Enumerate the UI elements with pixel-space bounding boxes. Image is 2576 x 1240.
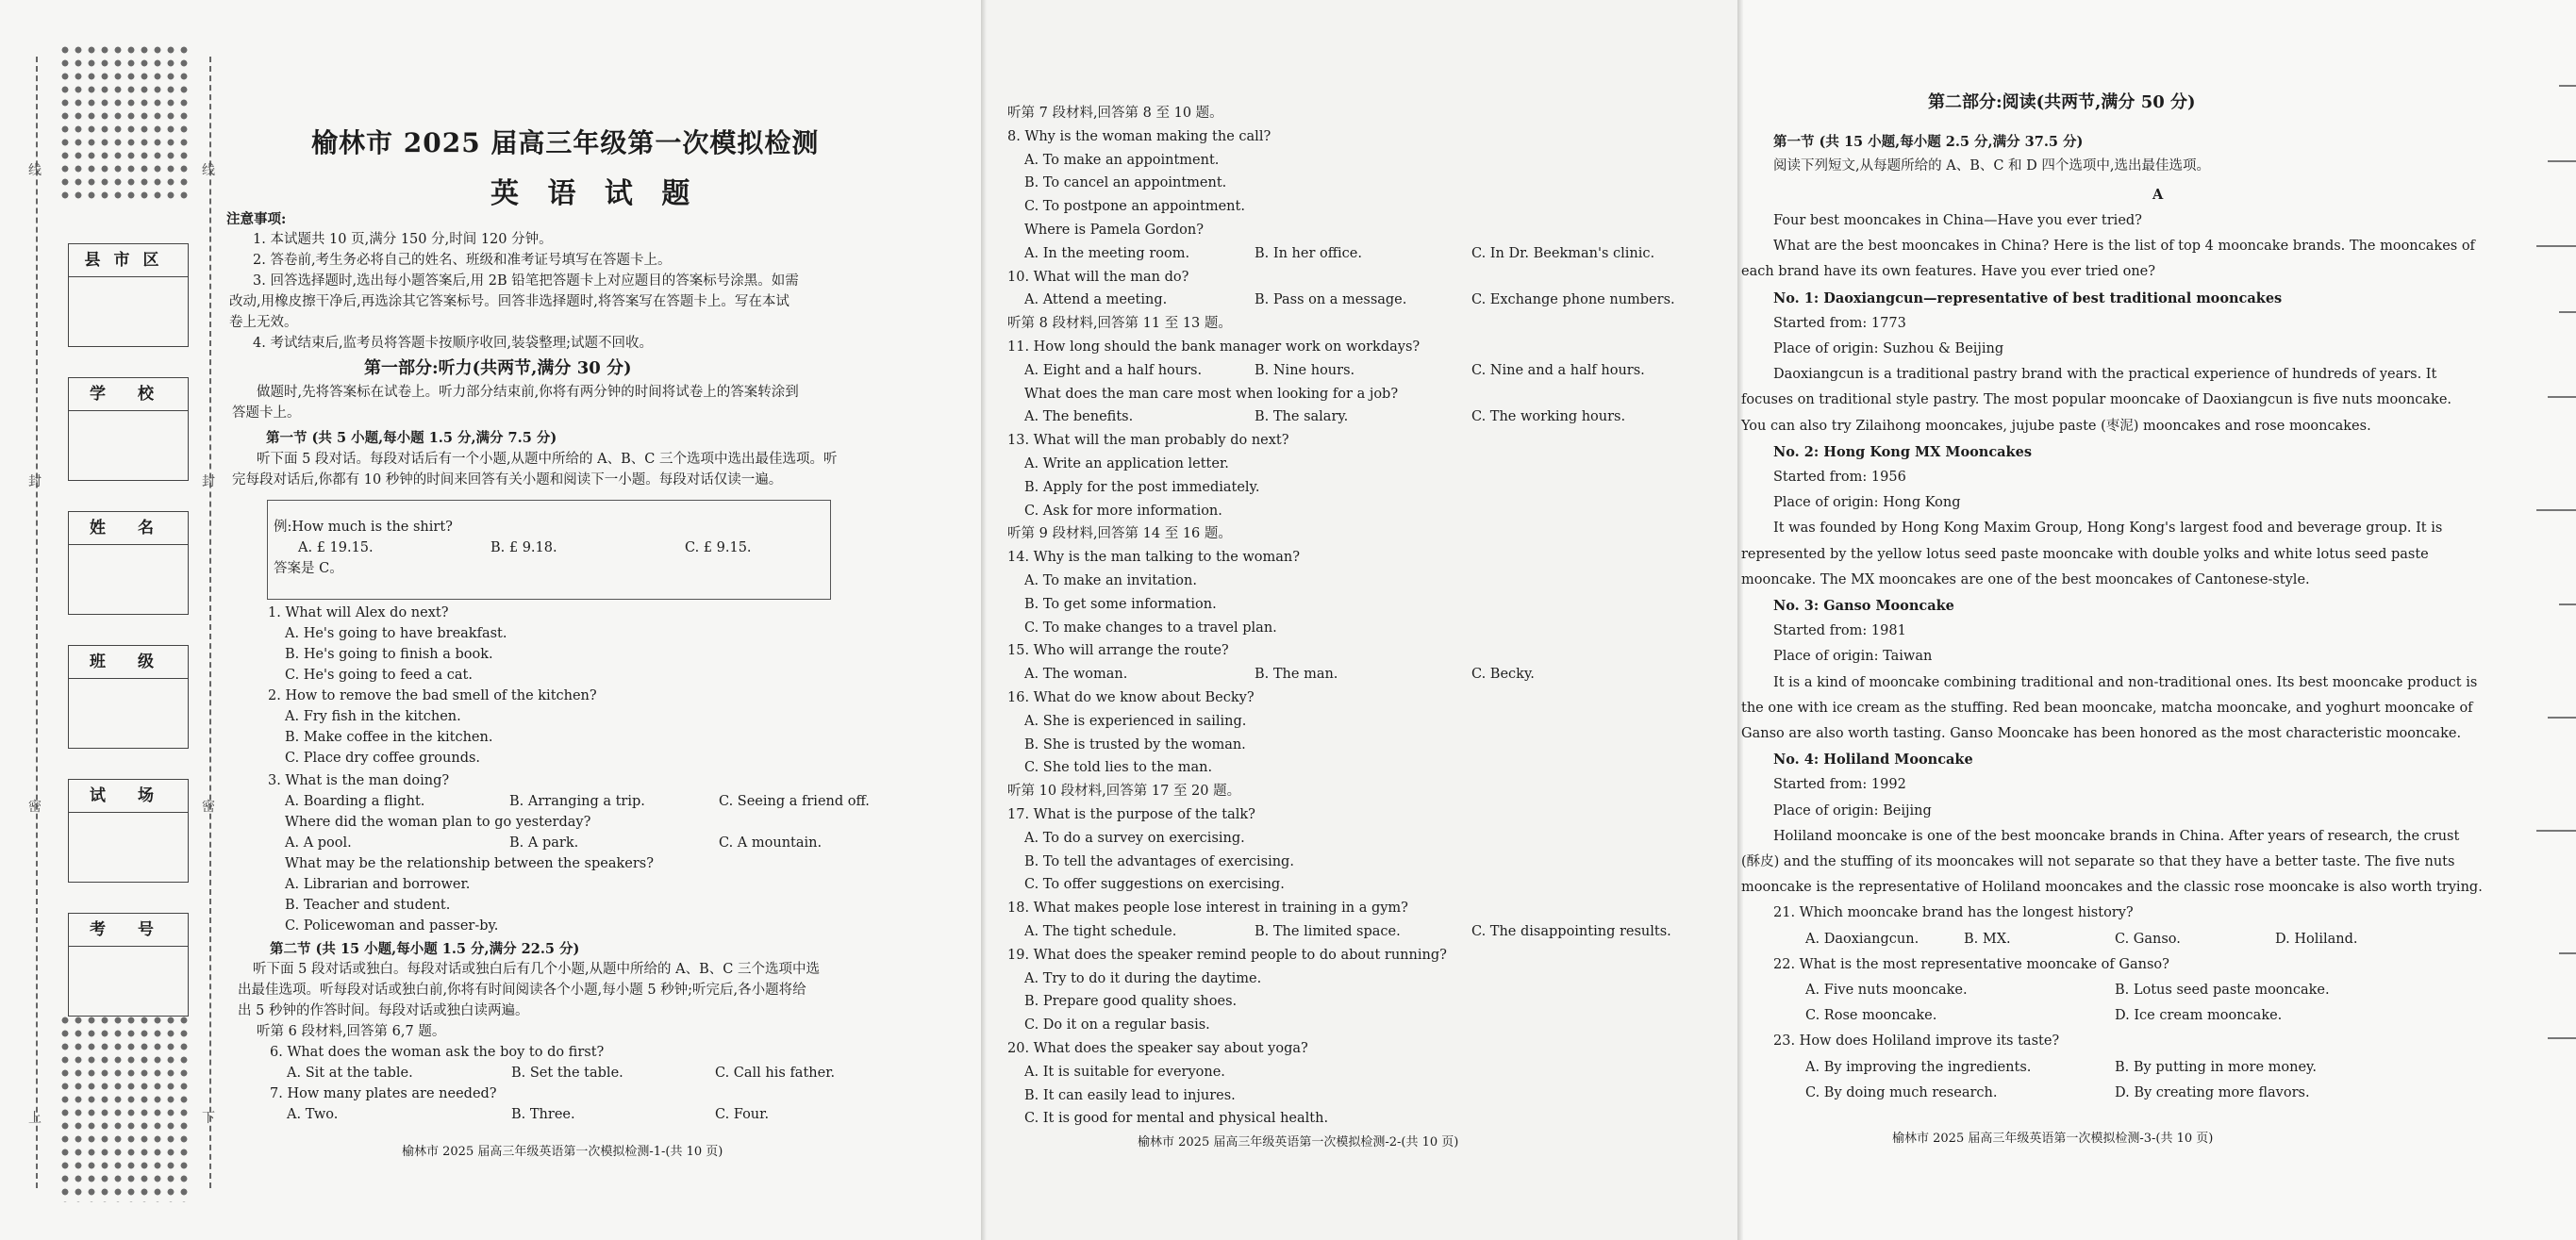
text-line: Place of origin: Hong Kong: [1773, 495, 1961, 511]
part1-heading: 第一部分:听力(共两节,满分 30 分): [364, 358, 632, 378]
text-line: Started from: 1956: [1773, 470, 1906, 485]
option: A. Sit at the table.: [287, 1066, 413, 1081]
text-line: 10. What will the man do?: [1007, 269, 1189, 285]
field-exam-room[interactable]: [68, 779, 189, 883]
section2-intro: 听第 6 段材料,回答第 6,7 题。: [257, 1024, 446, 1039]
field-label: 姓 名: [69, 512, 188, 545]
text-line: C. By doing much research.: [1805, 1084, 1998, 1100]
page-footer: 榆林市 2025 届高三年级英语第一次模拟检测-1-(共 10 页): [402, 1145, 723, 1159]
binding-label: 密: [28, 800, 42, 815]
section2-intro: 听下面 5 段对话或独白。每段对话或独白后有几个小题,从题中所给的 A、B、C 三个选项中选: [253, 962, 820, 977]
edge-tick: [2559, 603, 2576, 605]
option: C. Exchange phone numbers.: [1471, 292, 1675, 308]
text-line: 14. Why is the man talking to the woman?: [1007, 550, 1301, 566]
text-line: A. Eight and a half hours.: [1024, 362, 1203, 378]
text-line: You can also try Zilaihong mooncakes, jujube paste (枣泥) mooncakes and rose mooncakes.: [1741, 418, 2371, 434]
adjacent-page-edge: [2519, 0, 2576, 1240]
page-footer: 榆林市 2025 届高三年级英语第一次模拟检测-3-(共 10 页): [1892, 1132, 2214, 1146]
text-line: B. To cancel an appointment.: [1024, 175, 1227, 191]
text-line: A. The tight schedule.: [1024, 924, 1177, 939]
page-2: [981, 0, 1737, 1240]
section2-intro: 出 5 秒钟的作答时间。每段对话或独白读两遍。: [238, 1003, 529, 1018]
text-line: 听第 8 段材料,回答第 11 至 13 题。: [1007, 316, 1232, 332]
field-label: 县市区: [69, 244, 188, 277]
field-class[interactable]: [68, 645, 189, 749]
text-line: C. Do it on a regular basis.: [1024, 1017, 1210, 1033]
edge-tick: [2536, 245, 2576, 247]
text-line: Started from: 1773: [1773, 315, 1906, 331]
option: B. He's going to finish a book.: [285, 647, 493, 662]
text-line: A. Daoxiangcun.: [1805, 931, 1920, 947]
text-line: C. To offer suggestions on exercising.: [1024, 877, 1285, 893]
question: 6. What does the woman ask the boy to do first?: [270, 1045, 605, 1060]
option: D. Ice cream mooncake.: [2115, 1008, 2283, 1024]
binding-label: 线: [202, 163, 215, 178]
text-line: It is a kind of mooncake combining traditional and non-traditional ones. Its best mooncake product is: [1773, 674, 2478, 690]
page-fold: [1737, 0, 1743, 1240]
text-line: 20. What does the speaker say about yoga?: [1007, 1041, 1308, 1056]
exam-subtitle: 英 语 试 题: [490, 177, 700, 210]
binding-label: 封: [202, 474, 215, 489]
part1-intro: 做题时,先将答案标在试卷上。听力部分结束前,你将有两分钟的时间将试卷上的答案转涂到: [257, 385, 799, 400]
option: C. Policewoman and passer-by.: [285, 918, 499, 934]
option: B. Make coffee in the kitchen.: [285, 730, 493, 745]
text-line: A. Try to do it during the daytime.: [1024, 970, 1262, 986]
text-line: A. By improving the ingredients.: [1805, 1059, 2032, 1075]
option: C. Call his father.: [715, 1066, 836, 1081]
option: C. The working hours.: [1471, 409, 1626, 425]
note-line: 1. 本试题共 10 页,满分 150 分,时间 120 分钟。: [253, 232, 553, 247]
binding-line-right: [209, 57, 211, 1188]
section1-intro: 阅读下列短文,从每题所给的 A、B、C 和 D 四个选项中,选出最佳选项。: [1773, 158, 2210, 174]
text-line: B. It can easily lead to injures.: [1024, 1087, 1236, 1103]
text-line: Place of origin: Suzhou & Beijing: [1773, 341, 2004, 356]
section1-heading: 第一节 (共 15 小题,每小题 2.5 分,满分 37.5 分): [1773, 134, 2084, 150]
note-line: 卷上无效。: [229, 315, 298, 330]
binding-label: 上: [28, 1111, 42, 1126]
text-line: 15. Who will arrange the route?: [1007, 643, 1229, 659]
option: B. In her office.: [1255, 245, 1362, 261]
text-line: 23. How does Holiland improve its taste?: [1773, 1033, 2060, 1050]
note-line: 4. 考试结束后,监考员将答题卡按顺序收回,装袋整理;试题不回收。: [253, 336, 654, 351]
option: B. A park.: [509, 835, 579, 851]
option: B. The limited space.: [1255, 924, 1401, 939]
field-name[interactable]: [68, 511, 189, 615]
text-line: Ganso are also worth tasting. Ganso Mooncake has been honored as the most characteristic mooncake.: [1741, 726, 2462, 741]
option: A. He's going to have breakfast.: [285, 626, 507, 641]
text-line: C. Rose mooncake.: [1805, 1008, 1937, 1024]
text-line: Where is Pamela Gordon?: [1024, 223, 1204, 238]
text-line: B. Prepare good quality shoes.: [1024, 994, 1238, 1010]
binding-line-left: [36, 57, 38, 1188]
text-line: No. 1: Daoxiangcun—representative of best traditional mooncakes: [1773, 289, 2283, 306]
text-line: C. It is good for mental and physical health.: [1024, 1111, 1329, 1127]
option: C. Place dry coffee grounds.: [285, 751, 481, 766]
text-line: What are the best mooncakes in China? Here is the list of top 4 mooncake brands. The mooncakes of: [1773, 239, 2475, 255]
field-school[interactable]: [68, 377, 189, 481]
text-line: A. It is suitable for everyone.: [1024, 1064, 1225, 1080]
text-line: C. She told lies to the man.: [1024, 760, 1213, 776]
text-line: Started from: 1981: [1773, 623, 1906, 639]
page-footer: 榆林市 2025 届高三年级英语第一次模拟检测-2-(共 10 页): [1138, 1135, 1459, 1149]
field-county[interactable]: [68, 243, 189, 347]
edge-tick: [2548, 717, 2576, 719]
text-line: A. Five nuts mooncake.: [1805, 983, 1968, 998]
edge-tick: [2559, 311, 2576, 313]
text-line: No. 4: Holiland Mooncake: [1773, 752, 1973, 769]
text-line: A. The woman.: [1024, 667, 1128, 683]
text-line: No. 3: Ganso Mooncake: [1773, 598, 1954, 614]
text-line: It was founded by Hong Kong Maxim Group, Hong Kong's largest food and beverage group. It is: [1773, 521, 2443, 537]
section1-intro: 完每段对话后,你都有 10 秒钟的时间来回答有关小题和阅读下一小题。每段对话仅读一遍。: [232, 472, 783, 488]
option: D. Holiland.: [2275, 931, 2358, 947]
edge-tick: [2559, 952, 2576, 954]
text-line: each brand have its own features. Have you ever tried one?: [1741, 264, 2156, 280]
text-line: 8. Why is the woman making the call?: [1007, 128, 1271, 144]
example-option: C. £ 9.15.: [685, 540, 752, 555]
option: A. Librarian and borrower.: [285, 877, 471, 892]
option: C. Seeing a friend off.: [719, 794, 870, 809]
text-line: 听第 7 段材料,回答第 8 至 10 题。: [1007, 106, 1223, 121]
text-line: focuses on traditional style pastry. The most popular mooncake of Daoxiangcun is five nuts mooncake.: [1741, 392, 2452, 408]
option: B. The man.: [1255, 667, 1338, 683]
section1-heading: 第一节 (共 5 小题,每小题 1.5 分,满分 7.5 分): [266, 430, 557, 446]
text-line: (酥皮) and the stuffing of its mooncakes will not separate so that they have a better taste. The five nuts: [1741, 854, 2455, 869]
edge-tick: [2536, 830, 2576, 832]
text-line: 17. What is the purpose of the talk?: [1007, 807, 1255, 822]
section1-intro: 听下面 5 段对话。每段对话后有一个小题,从题中所给的 A、B、C 三个选项中选出最佳选项。听: [257, 452, 838, 467]
field-label: 班 级: [69, 646, 188, 679]
notes-heading: 注意事项:: [226, 211, 287, 227]
option: C. The disappointing results.: [1471, 924, 1671, 939]
option: C. Four.: [715, 1107, 770, 1122]
example-answer: 答案是 C。: [274, 561, 343, 576]
text-line: Place of origin: Beijing: [1773, 802, 1932, 818]
option: A. Fry fish in the kitchen.: [285, 709, 461, 724]
edge-tick: [2548, 160, 2576, 162]
edge-tick: [2536, 509, 2576, 511]
option: A. Boarding a flight.: [285, 794, 425, 809]
text-line: Daoxiangcun is a traditional pastry brand with the practical experience of hundreds of years. It: [1773, 367, 2437, 383]
example-box: [267, 500, 831, 600]
option: B. MX.: [1964, 931, 2011, 947]
text-line: A. To do a survey on exercising.: [1024, 830, 1245, 846]
section2-heading: 第二节 (共 15 小题,每小题 1.5 分,满分 22.5 分): [270, 941, 580, 957]
option: D. By creating more flavors.: [2115, 1084, 2310, 1100]
text-line: B. She is trusted by the woman.: [1024, 736, 1246, 752]
text-line: 13. What will the man probably do next?: [1007, 433, 1289, 449]
option: B. By putting in more money.: [2115, 1059, 2317, 1075]
text-line: A. To make an invitation.: [1024, 573, 1197, 588]
text-line: A. Attend a meeting.: [1024, 292, 1168, 308]
text-line: C. Ask for more information.: [1024, 503, 1222, 519]
text-line: What does the man care most when looking for a job?: [1024, 386, 1399, 402]
example-option: B. £ 9.18.: [490, 540, 557, 555]
text-line: Holiland mooncake is one of the best mooncake brands in China. After years of research, the crust: [1773, 828, 2460, 844]
binding-label: 密: [202, 800, 215, 815]
text-line: No. 2: Hong Kong MX Mooncakes: [1773, 443, 2032, 460]
edge-tick: [2559, 85, 2576, 87]
option: B. Set the table.: [511, 1066, 623, 1081]
option: A. Two.: [287, 1107, 339, 1122]
text-line: mooncake is the representative of Holiland mooncakes and the classic rose mooncake is also worth trying.: [1741, 880, 2483, 896]
option: B. Three.: [511, 1107, 575, 1122]
text-line: 19. What does the speaker remind people to do about running?: [1007, 947, 1447, 963]
question: 3. What is the man doing?: [268, 773, 450, 788]
text-line: 21. Which mooncake brand has the longest history?: [1773, 905, 2134, 921]
part1-intro: 答题卡上。: [232, 405, 301, 421]
option: A. A pool.: [285, 835, 352, 851]
text-line: 16. What do we know about Becky?: [1007, 690, 1255, 705]
option: C. Ganso.: [2115, 931, 2181, 947]
binding-label: 下: [202, 1111, 215, 1126]
option: B. Teacher and student.: [285, 898, 451, 913]
text-line: A. She is experienced in sailing.: [1024, 713, 1247, 729]
option: B. Nine hours.: [1255, 362, 1355, 378]
text-line: 18. What makes people lose interest in training in a gym?: [1007, 901, 1408, 917]
option: C. A mountain.: [719, 835, 823, 851]
option: C. He's going to feed a cat.: [285, 668, 473, 683]
option: C. In Dr. Beekman's clinic.: [1471, 245, 1655, 261]
text-line: represented by the yellow lotus seed paste mooncake with double yolks and white lotus seed paste: [1741, 546, 2429, 562]
question: Where did the woman plan to go yesterday?: [285, 815, 591, 830]
text-line: mooncake. The MX mooncakes are one of the best mooncakes of Cantonese-style.: [1741, 571, 2310, 587]
question: 2. How to remove the bad smell of the kitchen?: [268, 688, 597, 703]
text-line: Started from: 1992: [1773, 777, 1906, 793]
question: What may be the relationship between the speakers?: [285, 856, 655, 871]
binding-label: 封: [28, 474, 42, 489]
option: B. Pass on a message.: [1255, 292, 1407, 308]
note-line: 3. 回答选择题时,选出每小题答案后,用 2B 铅笔把答题卡上对应题目的答案标号涂黑。如需: [253, 273, 799, 289]
field-label: 试 场: [69, 780, 188, 813]
dot-grid-top: [58, 43, 191, 204]
text-line: 11. How long should the bank manager work on workdays?: [1007, 339, 1421, 355]
option: C. Nine and a half hours.: [1471, 362, 1645, 378]
note-line: 改动,用橡皮擦干净后,再选涂其它答案标号。回答非选择题时,将答案写在答题卡上。写在本试: [229, 294, 789, 309]
text-line: A. The benefits.: [1024, 409, 1134, 425]
text-line: 22. What is the most representative mooncake of Ganso?: [1773, 956, 2169, 972]
text-line: B. To tell the advantages of exercising.: [1024, 853, 1294, 869]
text-line: A. Write an application letter.: [1024, 456, 1229, 471]
text-line: C. To postpone an appointment.: [1024, 199, 1245, 215]
page-3: [1737, 0, 2576, 1240]
binding-label: 线: [28, 163, 42, 178]
example-question: 例:How much is the shirt?: [274, 520, 453, 535]
text-line: A. In the meeting room.: [1024, 245, 1190, 261]
page-1: [0, 0, 981, 1240]
option: B. The salary.: [1255, 409, 1349, 425]
field-label: 考 号: [69, 914, 188, 947]
option: C. Becky.: [1471, 667, 1535, 683]
text-line: C. To make changes to a travel plan.: [1024, 620, 1277, 636]
example-option: A. £ 19.15.: [298, 540, 374, 555]
text-line: A. To make an appointment.: [1024, 152, 1220, 168]
part2-heading: 第二部分:阅读(共两节,满分 50 分): [1928, 92, 2196, 112]
text-line: B. To get some information.: [1024, 596, 1217, 612]
field-exam-number[interactable]: [68, 913, 189, 1017]
edge-tick: [2548, 396, 2576, 398]
page-fold: [981, 0, 987, 1240]
text-line: B. Apply for the post immediately.: [1024, 479, 1260, 495]
option: B. Lotus seed paste mooncake.: [2115, 983, 2330, 998]
option: B. Arranging a trip.: [509, 794, 645, 809]
text-line: 听第 10 段材料,回答第 17 至 20 题。: [1007, 784, 1241, 800]
note-line: 2. 答卷前,考生务必将自己的姓名、班级和准考证号填写在答题卡上。: [253, 253, 672, 268]
text-line: the one with ice cream as the stuffing. Red bean mooncake, matcha mooncake, and yoghurt mooncake of: [1741, 700, 2473, 716]
question: 1. What will Alex do next?: [268, 605, 449, 620]
field-label: 学 校: [69, 378, 188, 411]
dot-grid-bottom: [58, 1014, 191, 1202]
text-line: 听第 9 段材料,回答第 14 至 16 题。: [1007, 526, 1232, 542]
passage-letter: A: [2152, 187, 2164, 203]
text-line: Four best mooncakes in China—Have you ever tried?: [1773, 213, 2142, 228]
question: 7. How many plates are needed?: [270, 1086, 497, 1101]
edge-tick: [2548, 1037, 2576, 1039]
exam-title: 榆林市 2025 届高三年级第一次模拟检测: [311, 127, 820, 158]
text-line: Place of origin: Taiwan: [1773, 649, 1933, 665]
section2-intro: 出最佳选项。听每段对话或独白前,你将有时间阅读各个小题,每小题 5 秒钟;听完后,各小题将给: [238, 983, 806, 998]
